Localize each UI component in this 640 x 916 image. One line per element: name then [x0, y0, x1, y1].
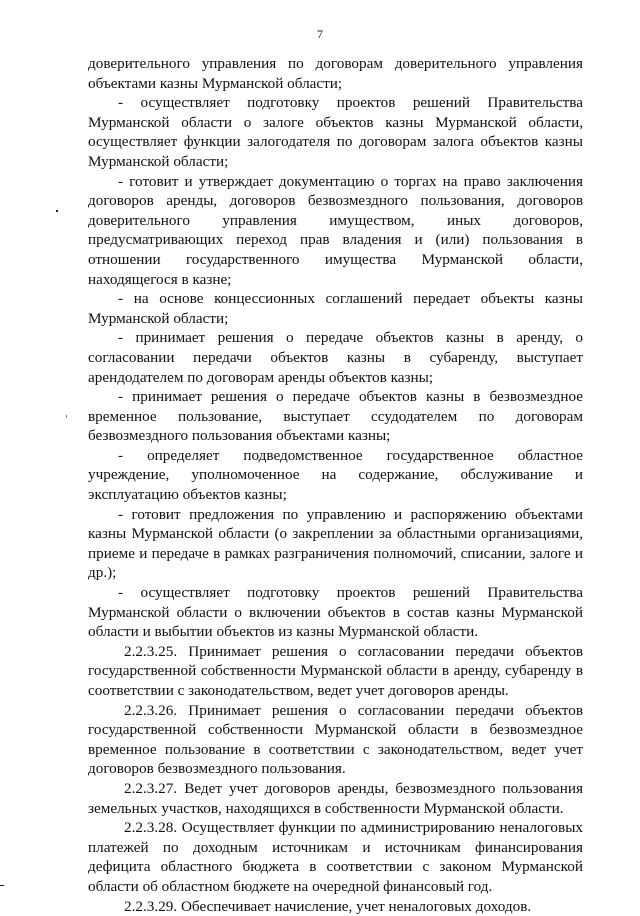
- page-number: 7: [317, 27, 323, 41]
- list-item: - на основе концессионных соглашений передает объекты казны Мурманской области;: [88, 290, 583, 327]
- list-item: - осуществляет подготовку проектов решений Правительства Мурманской области о включении объектов в состав казны Мурманской области и выбытии объектов из казны Мурманской области.: [88, 584, 583, 641]
- clause-paragraph: 2.2.3.25. Принимает решения о согласовании передачи объектов государственной собственности Мурманской области в аренду, субаренду в соответствии с законодательством, ведет учет договоров аренды.: [88, 642, 583, 699]
- document-body: [88, 54, 583, 916]
- clause-paragraph: 2.2.3.28. Осуществляет функции по администрированию неналоговых платежей по доходным источникам и источникам финансирования дефицита областного бюджета в соответствии с законом Мурманской области об областном бюджете на очередной финансовый год.: [88, 819, 583, 895]
- clause-paragraph: 2.2.3.26. Принимает решения о согласовании передачи объектов государственной собственности Мурманской области в безвозмездное временное пользование в соответствии с законодательством, ведет учет договоров безвозмездного пользования.: [88, 701, 583, 778]
- clause-paragraph: 2.2.3.27. Ведет учет договоров аренды, безвозмездного пользования земельных участков, находящихся в собственности Мурманской области.: [88, 779, 583, 817]
- clause-paragraph: 2.2.3.29. Обеспечивает начисление, учет неналоговых доходов.: [124, 897, 532, 915]
- scan-speck: [56, 210, 58, 212]
- list-item: - готовит предложения по управлению и распоряжению объектами казны Мурманской области (о закреплении за областными организациями, приеме и передаче в рамках разграничения полномочий, списании, залоге и др.);: [88, 505, 583, 582]
- list-item: - определяет подведомственное государственное областное учреждение, уполномоченное на содержание, обслуживание и эксплуатацию объектов казны;: [88, 446, 583, 504]
- scan-edge-mark: [0, 885, 4, 886]
- paragraph: доверительного управления по договорам доверительного управления объектами казны Мурманской области;: [88, 55, 583, 92]
- scan-speck: [66, 415, 67, 418]
- list-item: - готовит и утверждает документацию о торгах на право заключения договоров аренды, договоров безвозмездного пользования, договоров доверительного управления имуществом, иных договоров, предусматривающих переход прав владения и (или) пользования в отношении государственного имущества Мурманской области, находящегося в казне;: [88, 172, 583, 288]
- list-item: - принимает решения о передаче объектов казны в безвозмездное временное пользование, выступает ссудодателем по договорам безвозмездного пользования объектами казны;: [88, 388, 583, 445]
- list-item: - осуществляет подготовку проектов решений Правительства Мурманской области о залоге объектов казны Мурманской области, осуществляет функции залогодателя по договорам залога объектов казны Мурманской области;: [88, 94, 583, 170]
- list-item: - принимает решения о передаче объектов казны в аренду, о согласовании передачи объектов казны в субаренду, выступает арендодателем по договорам аренды объектов казны;: [88, 329, 583, 386]
